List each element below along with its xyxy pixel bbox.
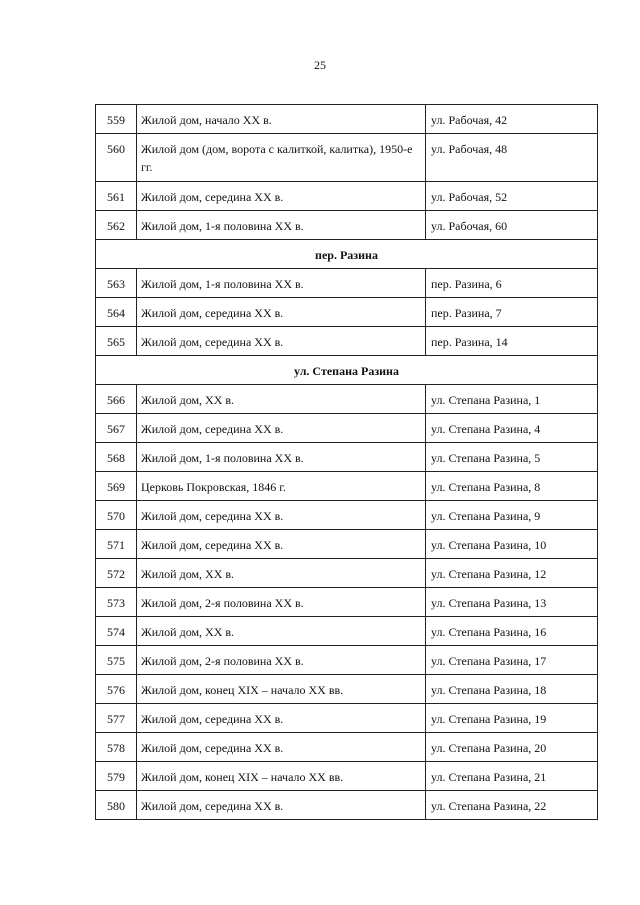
row-number: 569 — [96, 472, 137, 501]
table-row — [96, 443, 598, 472]
row-number: 574 — [96, 617, 137, 646]
object-address: ул. Степана Разина, 17 — [426, 646, 598, 675]
row-number: 577 — [96, 704, 137, 733]
section-heading: ул. Степана Разина — [96, 356, 598, 385]
object-name: Жилой дом, XX в. — [137, 559, 426, 588]
object-name: Жилой дом, середина XX в. — [137, 298, 426, 327]
object-name: Жилой дом, 2-я половина XX в. — [137, 588, 426, 617]
object-name: Жилой дом, конец XIX – начало XX вв. — [137, 675, 426, 704]
object-name: Жилой дом, середина XX в. — [137, 414, 426, 443]
object-name: Жилой дом, середина XX в. — [137, 733, 426, 762]
object-name: Жилой дом (дом, ворота с калиткой, калитка), 1950-е гг. — [137, 134, 426, 182]
table-body — [96, 105, 598, 820]
object-name: Жилой дом, XX в. — [137, 385, 426, 414]
row-number: 579 — [96, 762, 137, 791]
table-row — [96, 675, 598, 704]
table-row — [96, 791, 598, 820]
table-row — [96, 269, 598, 298]
row-number: 561 — [96, 182, 137, 211]
object-name: Жилой дом, 1-я половина XX в. — [137, 443, 426, 472]
object-address: ул. Рабочая, 42 — [426, 105, 598, 134]
page-number: 25 — [314, 58, 326, 72]
object-name: Жилой дом, начало XX в. — [137, 105, 426, 134]
row-number: 575 — [96, 646, 137, 675]
object-address: ул. Рабочая, 60 — [426, 211, 598, 240]
table-row — [96, 472, 598, 501]
row-number: 580 — [96, 791, 137, 820]
row-number: 568 — [96, 443, 137, 472]
heritage-objects-table — [95, 104, 598, 820]
table-row — [96, 762, 598, 791]
object-address: ул. Степана Разина, 13 — [426, 588, 598, 617]
row-number: 564 — [96, 298, 137, 327]
table-row — [96, 105, 598, 134]
table-row — [96, 182, 598, 211]
row-number: 559 — [96, 105, 137, 134]
object-address: пер. Разина, 6 — [426, 269, 598, 298]
table-row — [96, 559, 598, 588]
object-address: ул. Степана Разина, 9 — [426, 501, 598, 530]
section-heading-row — [96, 240, 598, 269]
object-address: ул. Степана Разина, 8 — [426, 472, 598, 501]
table-row — [96, 733, 598, 762]
section-heading-row — [96, 356, 598, 385]
object-address: ул. Степана Разина, 18 — [426, 675, 598, 704]
object-address: ул. Степана Разина, 19 — [426, 704, 598, 733]
object-name: Церковь Покровская, 1846 г. — [137, 472, 426, 501]
object-name: Жилой дом, середина XX в. — [137, 327, 426, 356]
table-row — [96, 646, 598, 675]
row-number: 572 — [96, 559, 137, 588]
object-address: ул. Степана Разина, 1 — [426, 385, 598, 414]
object-name: Жилой дом, середина XX в. — [137, 530, 426, 559]
table-row — [96, 327, 598, 356]
object-address: ул. Степана Разина, 12 — [426, 559, 598, 588]
row-number: 565 — [96, 327, 137, 356]
object-address: ул. Рабочая, 52 — [426, 182, 598, 211]
row-number: 576 — [96, 675, 137, 704]
object-address: ул. Степана Разина, 5 — [426, 443, 598, 472]
table-row — [96, 414, 598, 443]
object-address: пер. Разина, 7 — [426, 298, 598, 327]
table-row — [96, 298, 598, 327]
section-heading: пер. Разина — [96, 240, 598, 269]
table-row — [96, 704, 598, 733]
row-number: 567 — [96, 414, 137, 443]
table-row — [96, 588, 598, 617]
row-number: 560 — [96, 134, 137, 182]
object-address: ул. Степана Разина, 22 — [426, 791, 598, 820]
object-address: пер. Разина, 14 — [426, 327, 598, 356]
table-row — [96, 385, 598, 414]
row-number: 566 — [96, 385, 137, 414]
object-name: Жилой дом, середина XX в. — [137, 791, 426, 820]
object-name: Жилой дом, середина XX в. — [137, 182, 426, 211]
object-address: ул. Степана Разина, 21 — [426, 762, 598, 791]
row-number: 571 — [96, 530, 137, 559]
row-number: 578 — [96, 733, 137, 762]
object-address: ул. Степана Разина, 10 — [426, 530, 598, 559]
object-name: Жилой дом, конец XIX – начало XX вв. — [137, 762, 426, 791]
object-address: ул. Степана Разина, 4 — [426, 414, 598, 443]
object-name: Жилой дом, XX в. — [137, 617, 426, 646]
table-row — [96, 211, 598, 240]
row-number: 563 — [96, 269, 137, 298]
row-number: 573 — [96, 588, 137, 617]
row-number: 570 — [96, 501, 137, 530]
table-row — [96, 501, 598, 530]
row-number: 562 — [96, 211, 137, 240]
object-address: ул. Степана Разина, 16 — [426, 617, 598, 646]
object-name: Жилой дом, середина XX в. — [137, 704, 426, 733]
table-row — [96, 530, 598, 559]
table-row — [96, 617, 598, 646]
object-address: ул. Степана Разина, 20 — [426, 733, 598, 762]
object-name: Жилой дом, 1-я половина XX в. — [137, 211, 426, 240]
object-name: Жилой дом, 1-я половина XX в. — [137, 269, 426, 298]
table-row — [96, 134, 598, 182]
object-name: Жилой дом, 2-я половина XX в. — [137, 646, 426, 675]
object-address: ул. Рабочая, 48 — [426, 134, 598, 182]
object-name: Жилой дом, середина XX в. — [137, 501, 426, 530]
